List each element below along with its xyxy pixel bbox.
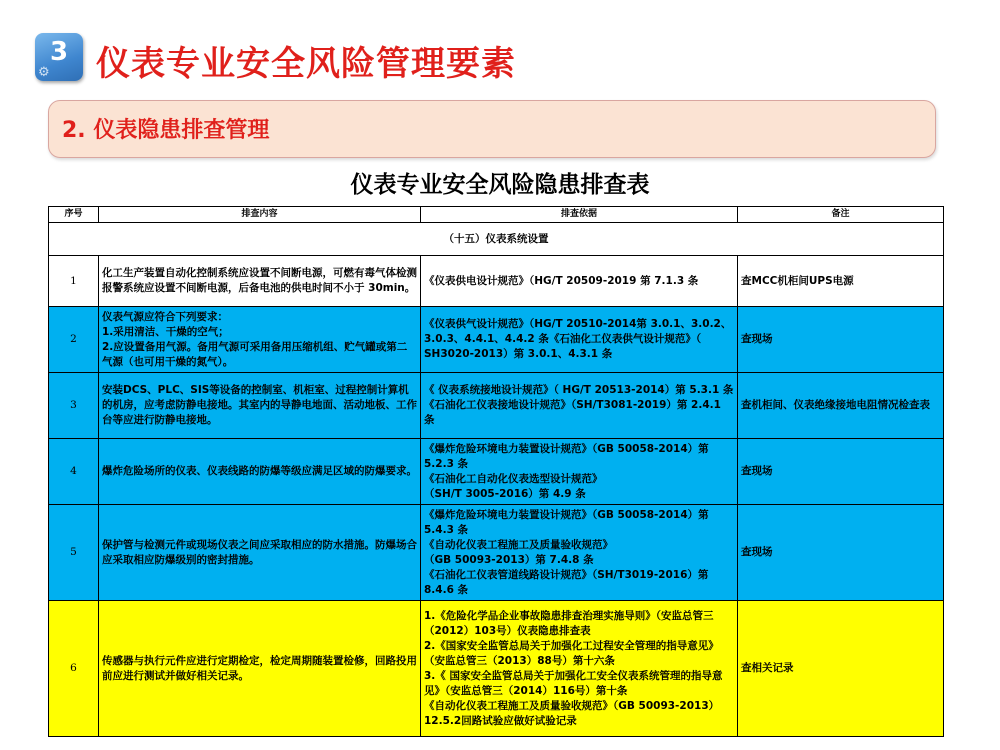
basis-line: 《自动化仪表工程施工及质量验收规范》（GB 50093-2013）12.5.2回路试验应做好试验记录 bbox=[424, 699, 720, 727]
section-number-badge bbox=[35, 33, 83, 81]
row-note: 查MCC机柜间UPS电源 bbox=[738, 256, 944, 307]
row-content bbox=[99, 505, 421, 601]
content-line: 安装DCS、PLC、SIS等设备的控制室、机柜室、过程控制计算机的机房，应考虑防静电接地。其室内的导静电地面、活动地板、工作台等应进行防静电接地。 bbox=[102, 384, 417, 426]
row-basis bbox=[421, 601, 738, 737]
basis-line: 2.《国家安全监管总局关于加强化工过程安全管理的指导意见》（安监总管三（2013）88号）第十六条 bbox=[424, 639, 719, 667]
row-note: 查现场 bbox=[738, 439, 944, 505]
row-note: 查机柜间、仪表绝缘接地电阻情况检查表 bbox=[738, 373, 944, 439]
row-number: 6 bbox=[49, 601, 99, 737]
content-line: 仪表气源应符合下列要求： bbox=[102, 310, 228, 323]
row-basis bbox=[421, 373, 738, 439]
basis-line: 《爆炸危险环境电力装置设计规范》（GB 50058-2014）第 5.2.3 条 bbox=[424, 442, 709, 470]
risk-inspection-table bbox=[48, 206, 944, 737]
basis-line: （GB 50093-2013）第 7.4.8 条 bbox=[424, 553, 594, 566]
row-content bbox=[99, 307, 421, 373]
basis-line: 《石油化工自动化仪表选型设计规范》 bbox=[424, 472, 603, 485]
table-row bbox=[49, 373, 944, 439]
section-title: （十五）仪表系统设置 bbox=[49, 223, 944, 256]
column-header: 排查依据 bbox=[421, 207, 738, 223]
content-line: 爆炸危险场所的仪表、仪表线路的防爆等级应满足区域的防爆要求。 bbox=[102, 465, 417, 477]
basis-line: 《仪表供气设计规范》（HG/T 20510-2014第 3.0.1、3.0.2、3.0.3、4.4.1、4.4.2 条《石油化工仪表供气设计规范》（ SH3020-2013）第 3.0.1、4.3.1 条 bbox=[424, 318, 732, 360]
row-basis bbox=[421, 439, 738, 505]
row-number: 1 bbox=[49, 256, 99, 307]
table-header-row bbox=[49, 207, 944, 223]
column-header: 备注 bbox=[738, 207, 944, 223]
basis-line: 《爆炸危险环境电力装置设计规范》（GB 50058-2014）第 5.4.3 条 bbox=[424, 508, 709, 536]
table-row bbox=[49, 505, 944, 601]
page-title: 仪表专业安全风险管理要素 bbox=[96, 44, 516, 84]
row-basis bbox=[421, 307, 738, 373]
table-row bbox=[49, 439, 944, 505]
section-row bbox=[49, 223, 944, 256]
row-number: 2 bbox=[49, 307, 99, 373]
basis-line: 《石油化工仪表管道线路设计规范》（SH/T3019-2016）第 8.4.6 条 bbox=[424, 568, 709, 596]
subtitle: 2. 仪表隐患排查管理 bbox=[62, 118, 270, 143]
basis-line: 《自动化仪表工程施工及质量验收规范》 bbox=[424, 538, 613, 551]
basis-line: 《仪表供电设计规范》（HG/T 20509-2019 第 7.1.3 条 bbox=[424, 274, 699, 287]
row-note: 查现场 bbox=[738, 307, 944, 373]
row-number: 3 bbox=[49, 373, 99, 439]
row-note: 查相关记录 bbox=[738, 601, 944, 737]
basis-line: 3.《 国家安全监管总局关于加强化工安全仪表系统管理的指导意见》（安监总管三（2014）116号）第十条 bbox=[424, 669, 723, 697]
basis-line: 1.《危险化学品企业事故隐患排查治理实施导则》（安监总管三（2012）103号）仪表隐患排查表 bbox=[424, 609, 714, 637]
row-number: 5 bbox=[49, 505, 99, 601]
table-title: 仪表专业安全风险隐患排查表 bbox=[350, 172, 650, 198]
table-row bbox=[49, 601, 944, 737]
content-line: 2.应设置备用气源。备用气源可采用备用压缩机组、贮气罐或第二气源（也可用干燥的氮气）。 bbox=[102, 340, 408, 368]
basis-line: 《石油化工仪表接地设计规范》（SH/T3081-2019）第 2.4.1 条 bbox=[424, 399, 721, 426]
table-row bbox=[49, 256, 944, 307]
row-basis bbox=[421, 256, 738, 307]
row-content bbox=[99, 601, 421, 737]
row-content bbox=[99, 439, 421, 505]
row-content bbox=[99, 373, 421, 439]
gear-icon: ⚙ bbox=[38, 65, 50, 80]
content-line: 化工生产装置自动化控制系统应设置不间断电源，可燃有毒气体检测报警系统应设置不间断电源，后备电池的供电时间不小于 30min。 bbox=[102, 267, 417, 294]
content-line: 传感器与执行元件应进行定期检定，检定周期随装置检修，回路投用前应进行测试并做好相关记录。 bbox=[102, 654, 417, 682]
content-line: 保护管与检测元件或现场仪表之间应采取相应的防水措施。防爆场合应采取相应防爆级别的密封措施。 bbox=[102, 538, 417, 566]
row-note: 查现场 bbox=[738, 505, 944, 601]
basis-line: （SH/T 3005-2016）第 4.9 条 bbox=[424, 487, 586, 500]
column-header: 序号 bbox=[49, 207, 99, 223]
content-line: 1.采用清洁、干燥的空气； bbox=[102, 325, 229, 338]
section-number: 3 bbox=[49, 37, 69, 67]
row-basis bbox=[421, 505, 738, 601]
column-header: 排查内容 bbox=[99, 207, 421, 223]
subtitle-banner bbox=[48, 100, 936, 158]
basis-line: 《 仪表系统接地设计规范》（ HG/T 20513-2014）第 5.3.1 条 bbox=[424, 384, 734, 396]
row-content bbox=[99, 256, 421, 307]
table-row bbox=[49, 307, 944, 373]
row-number: 4 bbox=[49, 439, 99, 505]
